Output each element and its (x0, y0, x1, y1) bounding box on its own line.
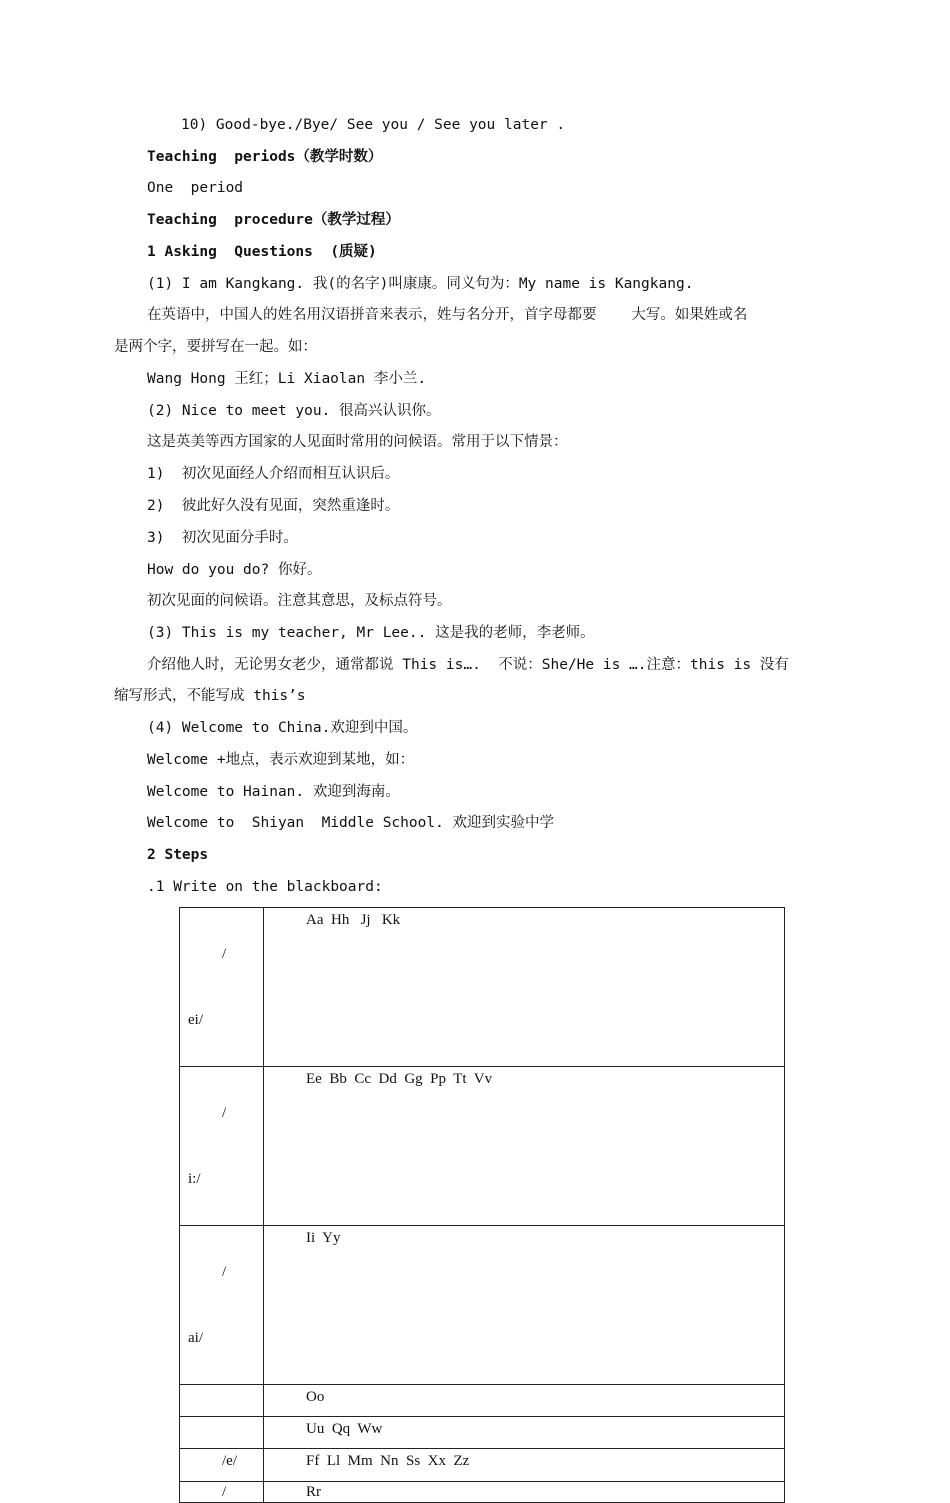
table-row (180, 1385, 785, 1417)
how-do-you-do-note: 初次见面的问候语。注意其意思，及标点符号。 (147, 593, 452, 609)
question-2: (2) Nice to meet you. 很高兴认识你。 (147, 403, 441, 419)
phonetic-symbol-start: / (222, 1105, 227, 1121)
table-row (180, 908, 785, 1067)
letter-group: Aa Hh Jj Kk (306, 912, 401, 928)
usage-item-3: 3) 初次见面分手时。 (147, 530, 298, 546)
welcome-example-2: Welcome to Shiyan Middle School. 欢迎到实验中学 (147, 815, 555, 831)
phonetic-cell (180, 1449, 264, 1482)
phonetic-cell (180, 1226, 264, 1385)
paragraph-name-rule: 在英语中，中国人的姓名用汉语拼音来表示，姓与名分开，首字母都要 大写。如果姓或名 (147, 307, 748, 323)
phonetic-cell (180, 1417, 264, 1449)
letter-group: Ii Yy (306, 1230, 341, 1246)
heading-asking-questions: 1 Asking Questions (质疑) (147, 244, 377, 260)
table-row (180, 1067, 785, 1226)
letter-group: Uu Qq Ww (306, 1421, 383, 1437)
letter-group: Ee Bb Cc Dd Gg Pp Tt Vv (306, 1071, 493, 1087)
teaching-periods-value: One period (147, 180, 244, 196)
letters-cell (264, 1226, 785, 1385)
letters-cell (264, 1449, 785, 1482)
name-examples: Wang Hong 王红；Li Xiaolan 李小兰. (147, 371, 427, 387)
phonetic-cell (180, 1482, 264, 1503)
letters-cell (264, 1482, 785, 1503)
phonetic-symbol: /e/ (222, 1453, 237, 1469)
question-1: (1) I am Kangkang. 我(的名字)叫康康。同义句为：My name is Kangkang. (147, 276, 694, 292)
phonetic-cell (180, 908, 264, 1067)
welcome-pattern: Welcome +地点，表示欢迎到某地，如： (147, 752, 415, 768)
paragraph-introduce-others-cont: 缩写形式，不能写成 this’s (114, 688, 306, 704)
heading-steps: 2 Steps (147, 847, 209, 863)
table-row (180, 1482, 785, 1503)
phonetic-symbol-end: i:/ (188, 1171, 201, 1187)
question-4: (4) Welcome to China.欢迎到中国。 (147, 720, 418, 736)
phonetic-cell (180, 1067, 264, 1226)
letters-cell (264, 1067, 785, 1226)
phonetic-cell (180, 1385, 264, 1417)
phonetic-symbol-start: / (222, 1264, 227, 1280)
how-do-you-do: How do you do? 你好。 (147, 562, 322, 578)
letter-group: Rr (306, 1484, 321, 1500)
question-3: (3) This is my teacher, Mr Lee.. 这是我的老师，李老师。 (147, 625, 595, 641)
blackboard-table (179, 907, 785, 1503)
table-row (180, 1449, 785, 1482)
table-row (180, 1417, 785, 1449)
item-goodbye: 10) Good-bye./Bye/ See you / See you later . (181, 117, 566, 133)
phonetic-symbol-end: ei/ (188, 1012, 203, 1028)
usage-item-1: 1) 初次见面经人介绍而相互认识后。 (147, 466, 400, 482)
letters-cell (264, 908, 785, 1067)
table-row (180, 1226, 785, 1385)
letters-cell (264, 1385, 785, 1417)
letter-group: Ff Ll Mm Nn Ss Xx Zz (306, 1453, 470, 1469)
paragraph-greeting-usage: 这是英美等西方国家的人见面时常用的问候语。常用于以下情景： (147, 434, 568, 450)
step-write-blackboard: .1 Write on the blackboard: (147, 879, 383, 895)
letter-group: Oo (306, 1389, 325, 1405)
phonetic-symbol-end: ai/ (188, 1330, 203, 1346)
heading-teaching-procedure: Teaching procedure（教学过程） (147, 212, 400, 228)
phonetic-symbol-start: / (222, 946, 227, 962)
paragraph-name-rule-cont: 是两个字，要拼写在一起。如： (114, 339, 317, 355)
usage-item-2: 2) 彼此好久没有见面，突然重逢时。 (147, 498, 400, 514)
welcome-example-1: Welcome to Hainan. 欢迎到海南。 (147, 784, 400, 800)
letters-cell (264, 1417, 785, 1449)
phonetic-symbol: / (222, 1484, 227, 1500)
heading-teaching-periods: Teaching periods（教学时数） (147, 149, 383, 165)
paragraph-introduce-others: 介绍他人时，无论男女老少，通常都说 This is…. 不说：She/He is ….注意：this is 没有 (147, 657, 789, 673)
